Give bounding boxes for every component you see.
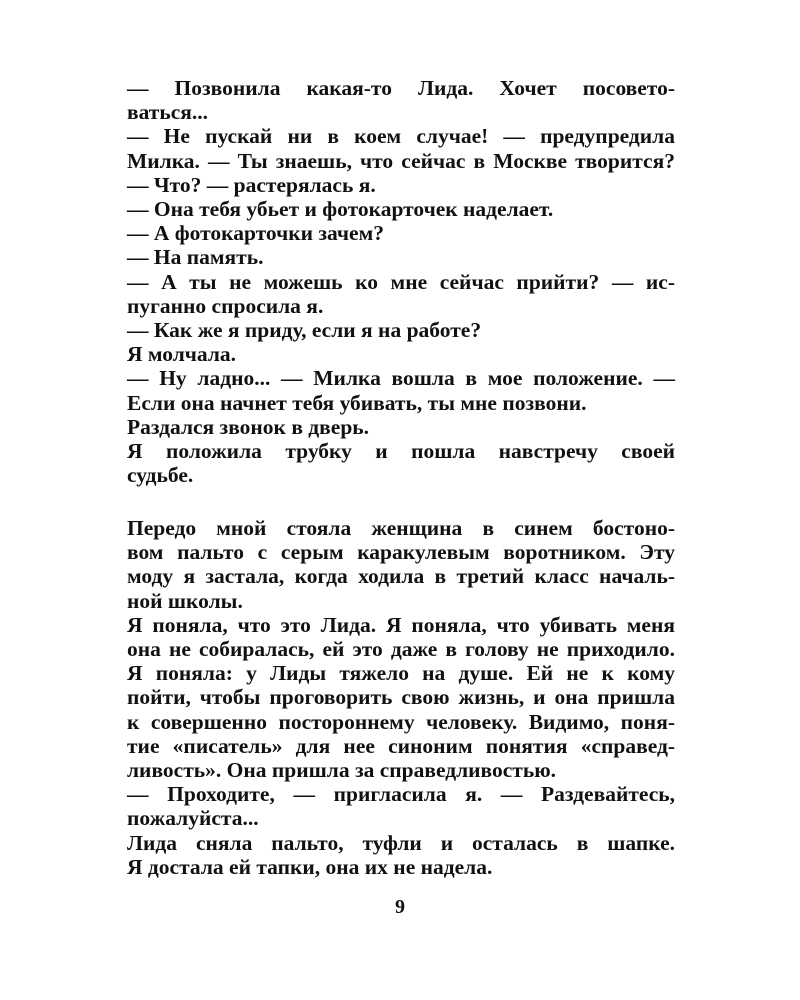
text-line: ваться... — [127, 100, 209, 125]
text-line: тие «писатель» для нее синоним понятия «справед- — [127, 733, 675, 758]
text-line: — Проходите, — пригласила я. — Раздевайтесь, — [127, 782, 675, 807]
text-line: — А фотокарточки зачем? — [127, 221, 384, 246]
text-line: — А ты не можешь ко мне сейчас прийти? — ис- — [127, 269, 675, 294]
text-line: вом пальто с серым каракулевым воротником. Эту — [127, 540, 675, 565]
text-block-narrative — [127, 516, 675, 879]
text-line: Милка. — Ты знаешь, что сейчас в Москве творится? — [127, 148, 675, 173]
text-line: ной школы. — [127, 588, 243, 613]
text-line: Я достала ей тапки, она их не надела. — [127, 854, 493, 879]
text-line: — Что? — растерялась я. — [127, 172, 376, 197]
text-line: судьбе. — [127, 463, 194, 488]
text-line: Я поняла, что это Лида. Я поняла, что убивать меня — [127, 612, 675, 637]
text-line: она не собиралась, ей это даже в голову не приходило. — [127, 637, 675, 662]
text-line: — Она тебя убьет и фотокарточек наделает. — [127, 197, 554, 222]
text-line: Передо мной стояла женщина в синем бостоно- — [127, 516, 675, 540]
text-line: — Как же я приду, если я на работе? — [127, 318, 482, 343]
text-line: Если она начнет тебя убивать, ты мне позвони. — [127, 390, 587, 415]
text-line: к совершенно постороннему человеку. Видимо, поня- — [127, 709, 675, 734]
text-block-dialogue — [127, 76, 675, 487]
text-line: — Ну ладно... — Милка вошла в мое положение. — — [127, 366, 675, 391]
text-line: — На память. — [127, 245, 264, 270]
text-line: пойти, чтобы проговорить свою жизнь, и она пришла — [127, 685, 675, 710]
text-line: Раздался звонок в дверь. — [127, 414, 370, 439]
text-line: — Не пускай ни в коем случае! — предупредила — [127, 124, 675, 149]
text-line: моду я застала, когда ходила в третий класс началь- — [127, 564, 675, 589]
text-line: пуганно спросила я. — [127, 293, 324, 318]
text-line: пожалуйста... — [127, 806, 259, 831]
page-number: 9 — [395, 896, 405, 918]
text-line: Лида сняла пальто, туфли и осталась в шапке. — [127, 830, 675, 855]
text-line: — Позвонила какая-то Лида. Хочет посовето- — [127, 76, 675, 100]
text-line: Я положила трубку и пошла навстречу своей — [127, 439, 675, 464]
text-line: Я молчала. — [127, 342, 237, 367]
text-line: ливость». Она пришла за справедливостью. — [127, 758, 557, 783]
text-line: Я поняла: у Лиды тяжело на душе. Ей не к кому — [127, 661, 675, 686]
